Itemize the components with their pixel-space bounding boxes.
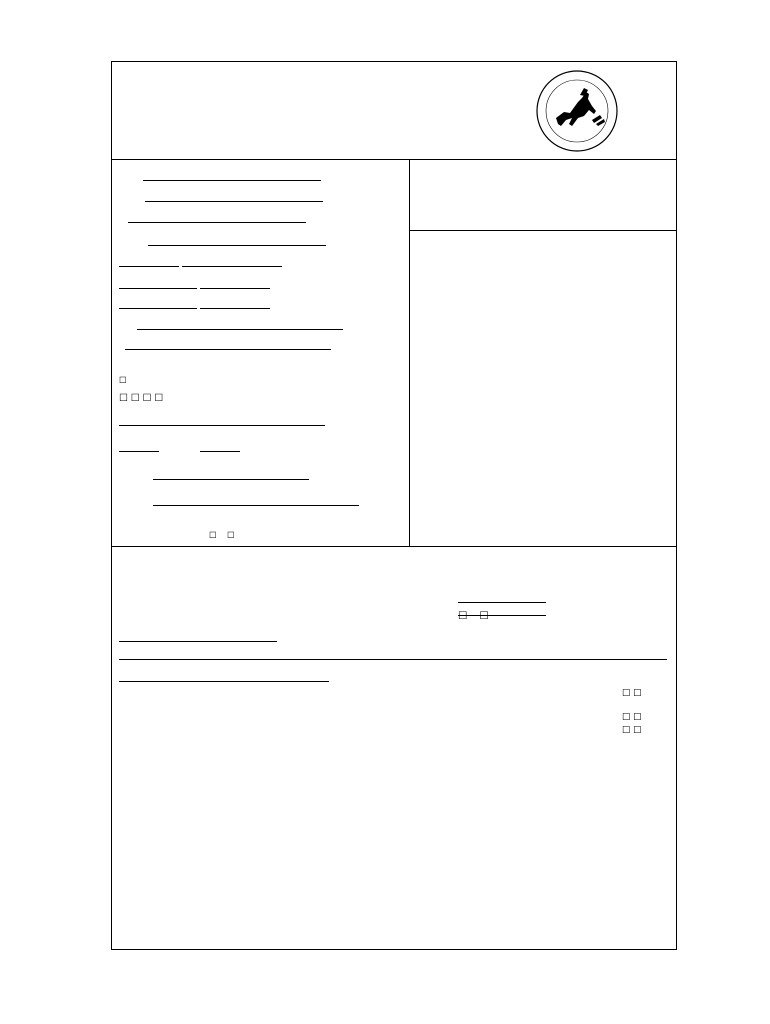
medical-options[interactable]: ☐ ☐ <box>622 688 642 699</box>
payer-note-2 <box>119 375 127 386</box>
camper-name-field[interactable] <box>119 170 321 184</box>
card-holder-field[interactable] <box>119 470 309 483</box>
home-phone-field[interactable] <box>119 235 326 249</box>
photo-identified-options[interactable]: ☐ ☐ <box>622 725 642 736</box>
deposit-enclosed-field[interactable]: ☐ ☐ ☐ ☐ <box>119 393 164 404</box>
rate-schedule <box>410 160 676 546</box>
camper-info-section <box>112 160 410 546</box>
street-address-field[interactable] <box>119 191 323 205</box>
question-rewarding[interactable] <box>119 632 277 645</box>
camp-details-section <box>112 546 676 736</box>
email-field[interactable] <box>119 340 331 353</box>
signature-field[interactable] <box>119 496 359 509</box>
cell-phone-field[interactable] <box>119 320 343 333</box>
answer-morning-line[interactable] <box>458 593 546 606</box>
mothers-name-field[interactable] <box>119 279 270 292</box>
fathers-name-field[interactable] <box>119 299 270 312</box>
registration-form <box>111 61 677 950</box>
form-header <box>112 62 676 160</box>
birth-school-field[interactable] <box>119 256 282 270</box>
authorize-card-2[interactable]: ☐ ☐ <box>209 530 235 540</box>
rewarding-line-2[interactable] <box>119 650 667 663</box>
centaur-rising-logo <box>534 68 620 154</box>
payer-checkbox[interactable]: ☐ <box>119 375 127 385</box>
neighbor-options[interactable]: ☐ ☐ <box>458 610 489 622</box>
medical-field[interactable] <box>119 671 329 685</box>
credit-card-field[interactable] <box>119 415 325 429</box>
photo-not-identified-options[interactable]: ☐ ☐ <box>622 712 642 723</box>
expiration-field[interactable] <box>119 441 240 455</box>
city-state-zip-field[interactable] <box>119 212 306 226</box>
